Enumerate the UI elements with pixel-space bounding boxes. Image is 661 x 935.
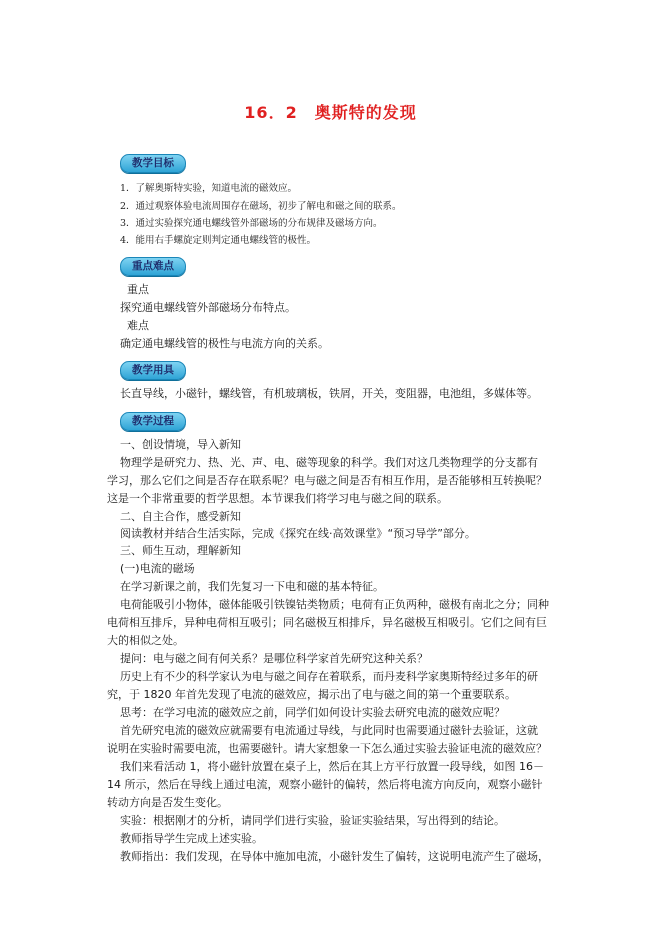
goal-item: 3．通过实验探究通电螺线管外部磁场的分布规律及磁场方向。 bbox=[120, 218, 383, 229]
process-line: 14 所示，然后在导线上通过电流，观察小磁针的偏转，然后将电流方向反向，观察小磁针 bbox=[107, 778, 543, 791]
process-line: 学习，那么它们之间是否存在联系呢？电与磁之间是否有相互作用，是否能够相互转换呢？ bbox=[107, 474, 547, 487]
process-line: 这是一个非常重要的哲学思想。本节课我们将学习电与磁之间的联系。 bbox=[107, 492, 448, 505]
section-badge-key: 重点难点 bbox=[120, 257, 186, 276]
process-line: 思考：在学习电流的磁效应之前，同学们如何设计实验去研究电流的磁效应呢？ bbox=[120, 706, 505, 719]
process-line: 三、师生互动，理解新知 bbox=[120, 544, 241, 557]
process-line: 究，于 1820 年首先发现了电流的磁效应，揭示出了电与磁之间的第一个重要联系。 bbox=[107, 688, 516, 701]
process-line: (一)电流的磁场 bbox=[120, 562, 195, 575]
difficulty-text: 确定通电螺线管的极性与电流方向的关系。 bbox=[120, 337, 329, 350]
process-line: 电荷相互排斥，异种电荷相互吸引；同名磁极互相排斥，异名磁极互相吸引。它们之间有巨 bbox=[107, 616, 547, 629]
difficulty-heading: 难点 bbox=[127, 319, 149, 332]
process-line: 教师指导学生完成上述实验。 bbox=[120, 832, 263, 845]
process-line: 阅读教材并结合生活实际，完成《探究在线·高效课堂》“预习导学”部分。 bbox=[120, 527, 476, 540]
page-title: 16．2 奥斯特的发现 bbox=[244, 103, 417, 122]
process-line: 提问：电与磁之间有何关系？是哪位科学家首先研究这种关系？ bbox=[120, 652, 428, 665]
process-line: 转动方向是否发生变化。 bbox=[107, 796, 228, 809]
key-heading: 重点 bbox=[127, 283, 149, 296]
process-line: 在学习新课之前，我们先复习一下电和磁的基本特征。 bbox=[120, 580, 384, 593]
key-text: 探究通电螺线管外部磁场分布特点。 bbox=[120, 301, 296, 314]
process-line: 电荷能吸引小物体，磁体能吸引铁镍钴类物质；电荷有正负两种，磁极有南北之分；同种 bbox=[120, 598, 549, 611]
process-line: 说明在实验时需要电流，也需要磁针。请大家想象一下怎么通过实验去验证电流的磁效应？ bbox=[107, 742, 547, 755]
section-badge-goals: 教学目标 bbox=[120, 154, 186, 173]
process-line: 历史上有不少的科学家认为电与磁之间存在着联系，而丹麦科学家奥斯特经过多年的研 bbox=[120, 670, 538, 683]
process-line: 大的相似之处。 bbox=[107, 634, 184, 647]
goal-item: 4．能用右手螺旋定则判定通电螺线管的极性。 bbox=[120, 235, 317, 246]
process-line: 首先研究电流的磁效应就需要有电流通过导线，与此同时也需要通过磁针去验证，这就 bbox=[120, 724, 538, 737]
process-line: 一、创设情境，导入新知 bbox=[120, 438, 241, 451]
tools-text: 长直导线，小磁针，螺线管，有机玻璃板，铁屑，开关，变阻器，电池组，多媒体等。 bbox=[120, 387, 538, 400]
process-line: 我们来看活动 1，将小磁针放置在桌子上，然后在其上方平行放置一段导线，如图 16－ bbox=[120, 760, 544, 773]
process-line: 教师指出：我们发现，在导体中施加电流，小磁针发生了偏转，这说明电流产生了磁场， bbox=[120, 850, 549, 863]
goal-item: 1．了解奥斯特实验，知道电流的磁效应。 bbox=[120, 183, 298, 194]
process-line: 二、自主合作，感受新知 bbox=[120, 510, 241, 523]
process-line: 实验：根据刚才的分析，请同学们进行实验，验证实验结果，写出得到的结论。 bbox=[120, 814, 505, 827]
section-badge-process: 教学过程 bbox=[120, 412, 186, 431]
goal-item: 2．通过观察体验电流周围存在磁场，初步了解电和磁之间的联系。 bbox=[120, 201, 402, 212]
process-line: 物理学是研究力、热、光、声、电、磁等现象的科学。我们对这几类物理学的分支都有 bbox=[120, 456, 538, 469]
section-badge-tools: 教学用具 bbox=[120, 361, 186, 380]
